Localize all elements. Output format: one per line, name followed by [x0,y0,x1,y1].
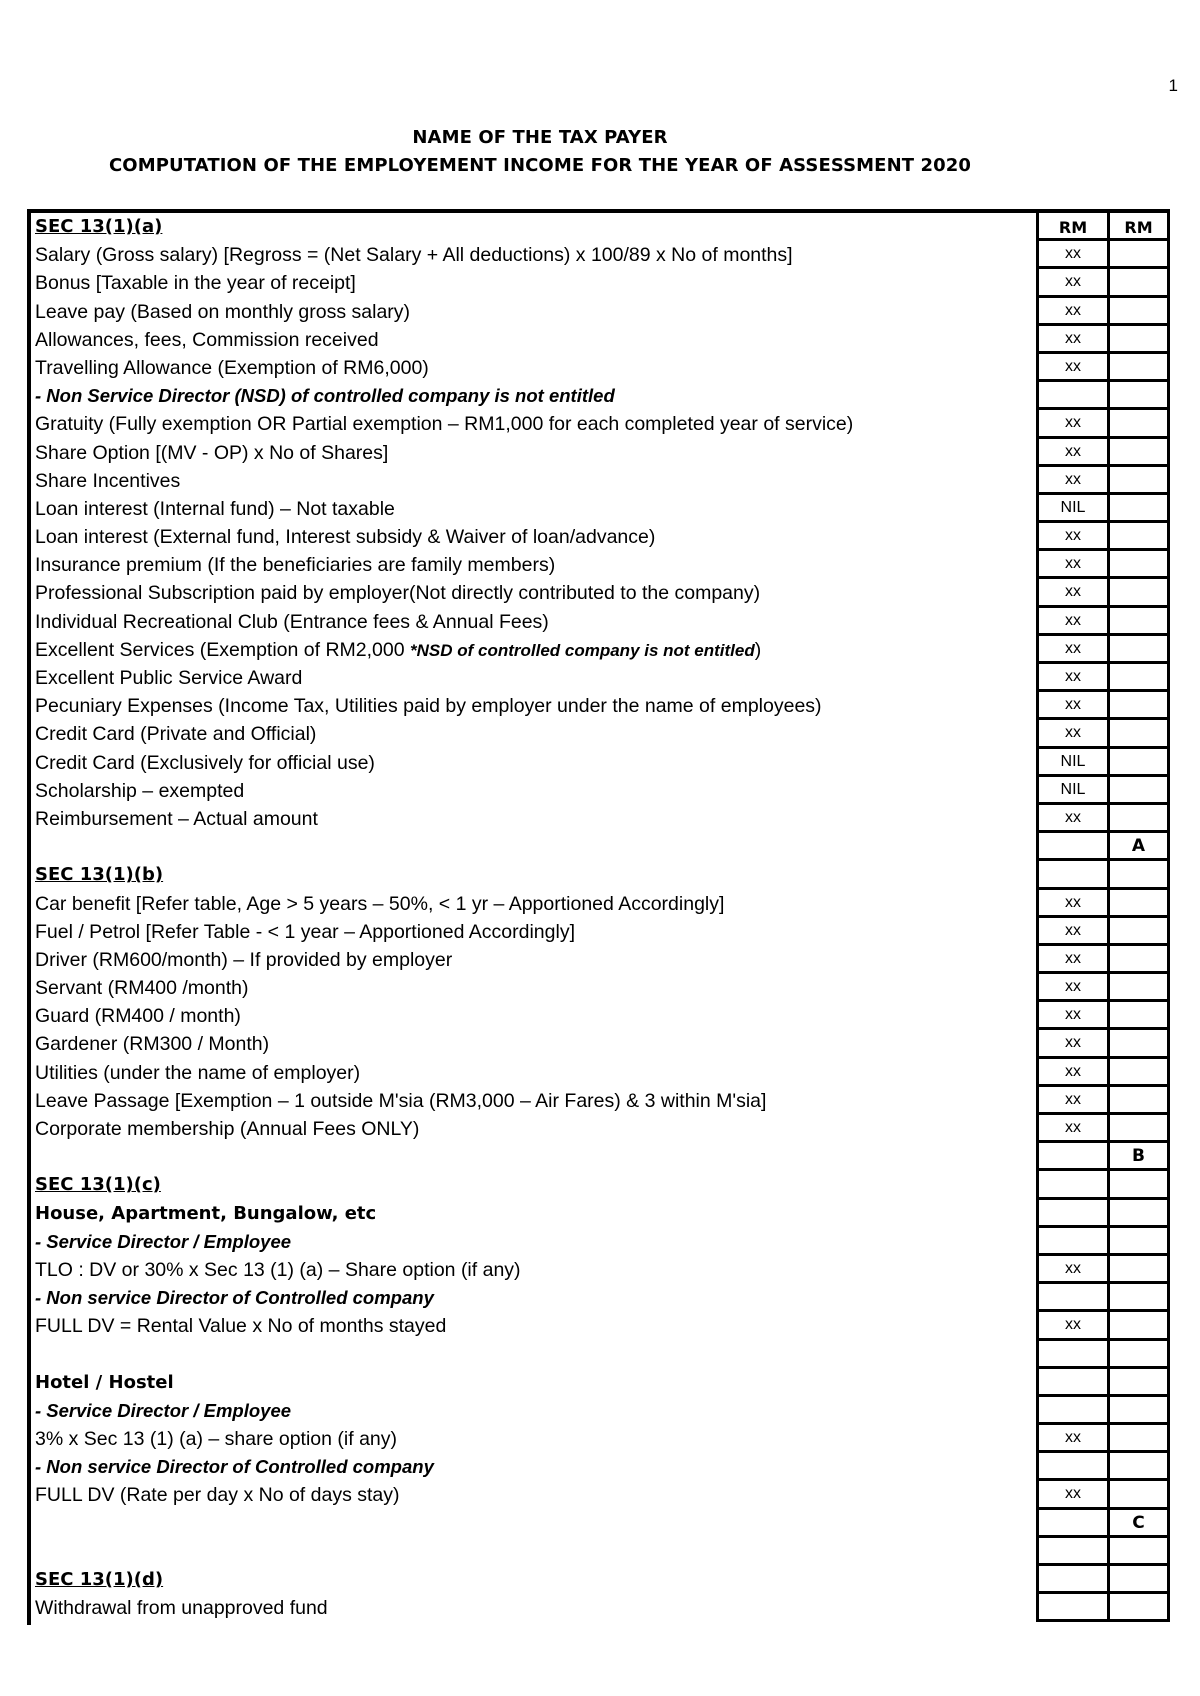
table-row [31,1228,1170,1256]
total-cell [1107,861,1170,889]
amount-cell: xx [1036,579,1107,607]
row-label: TLO : DV or 30% x Sec 13 (1) (a) – Share option (if any) [35,1258,521,1281]
table-row [31,974,1170,1002]
subtotal-cell: C [1107,1510,1170,1538]
row-label: Fuel / Petrol [Refer Table - < 1 year – Apportioned Accordingly] [35,920,575,943]
table-row [31,636,1170,664]
row-label: Loan interest (Internal fund) – Not taxable [35,497,395,520]
table-row [31,720,1170,748]
total-cell [1107,1481,1170,1509]
amount-cell: xx [1036,551,1107,579]
amount-cell [1036,1594,1107,1622]
amount-cell: xx [1036,720,1107,748]
subtotal-row [31,1143,1170,1171]
table-row [31,410,1170,438]
total-cell [1107,1453,1170,1481]
total-cell [1107,298,1170,326]
row-label: Share Incentives [35,469,181,492]
table-row [31,495,1170,523]
section-heading: SEC 13(1)(b) [35,864,164,886]
amount-cell [1036,1369,1107,1397]
total-cell [1107,1538,1170,1566]
row-label: Insurance premium (If the beneficiaries are family members) [35,554,556,577]
amount-cell [1036,382,1107,410]
total-cell [1107,1115,1170,1143]
amount-cell: xx [1036,1425,1107,1453]
taxpayer-name-heading: NAME OF THE TAX PAYER [412,127,668,148]
row-label-end: ) [754,638,762,661]
amount-cell: xx [1036,241,1107,269]
row-label: Pecuniary Expenses (Income Tax, Utilities paid by employer under the name of employees) [35,695,822,718]
table-row [31,241,1170,269]
row-label: House, Apartment, Bungalow, etc [35,1202,377,1224]
amount-cell: xx [1036,467,1107,495]
table-row [31,1115,1170,1143]
row-label: Guard (RM400 / month) [35,1005,241,1028]
column-header-rm-1: RM [1036,209,1107,241]
total-cell [1107,269,1170,297]
total-cell [1107,664,1170,692]
row-label: Travelling Allowance (Exemption of RM6,000) [35,356,429,379]
table-row [31,1538,1170,1566]
section-heading: SEC 13(1)(a) [35,216,163,237]
row-label-text: Excellent Services (Exemption of RM2,000 [35,638,410,661]
subtotal-row [31,833,1170,861]
section-row [31,213,1170,241]
row-label: Corporate membership (Annual Fees ONLY) [35,1118,420,1140]
table-row [31,298,1170,326]
total-cell [1107,1312,1170,1340]
amount-cell: xx [1036,410,1107,438]
amount-cell: xx [1036,1059,1107,1087]
table-row [31,269,1170,297]
amount-cell: NIL [1036,749,1107,777]
total-cell [1107,467,1170,495]
total-cell [1107,890,1170,918]
total-cell [1107,1059,1170,1087]
amount-cell [1036,1341,1107,1369]
amount-cell [1036,833,1107,861]
amount-cell: xx [1036,805,1107,833]
table-row [31,1200,1170,1228]
total-cell [1107,805,1170,833]
amount-cell [1036,861,1107,889]
row-label: Servant (RM400 /month) [35,977,249,1000]
row-label: Driver (RM600/month) – If provided by employer [35,948,453,971]
section-row [31,1171,1170,1199]
row-label: Credit Card (Exclusively for official use) [35,751,375,774]
table-row [31,1481,1170,1509]
table-row [31,1312,1170,1340]
amount-cell: xx [1036,692,1107,720]
row-label: Allowances, fees, Commission received [35,328,379,351]
table-row [31,692,1170,720]
table-row [31,918,1170,946]
amount-cell: xx [1036,918,1107,946]
amount-cell: NIL [1036,777,1107,805]
table-row [31,1594,1170,1622]
row-label-note: *NSD of controlled company is not entitled [410,640,755,660]
amount-cell [1036,1510,1107,1538]
section-row [31,1566,1170,1594]
total-cell [1107,1594,1170,1622]
table-row [31,1030,1170,1058]
amount-cell: xx [1036,523,1107,551]
total-cell [1107,439,1170,467]
amount-cell: xx [1036,1256,1107,1284]
row-label: - Service Director / Employee [35,1399,292,1421]
table-row [31,439,1170,467]
row-label: 3% x Sec 13 (1) (a) – share option (if any) [35,1428,397,1451]
table-row [31,777,1170,805]
amount-cell: xx [1036,1087,1107,1115]
amount-cell: xx [1036,1312,1107,1340]
total-cell [1107,918,1170,946]
total-cell [1107,241,1170,269]
amount-cell: xx [1036,1481,1107,1509]
subtotal-row [31,1510,1170,1538]
table-row [31,1369,1170,1397]
amount-cell [1036,1284,1107,1312]
amount-cell: xx [1036,354,1107,382]
amount-cell: xx [1036,439,1107,467]
total-cell [1107,974,1170,1002]
row-label: Gardener (RM300 / Month) [35,1033,270,1056]
computation-rows [31,213,1170,1622]
row-label: Leave pay (Based on monthly gross salary) [35,300,411,323]
total-cell [1107,946,1170,974]
total-cell [1107,551,1170,579]
total-cell [1107,1200,1170,1228]
table-row [31,1453,1170,1481]
total-cell [1107,495,1170,523]
total-cell [1107,579,1170,607]
table-row [31,382,1170,410]
total-cell [1107,1369,1170,1397]
row-label: Gratuity (Fully exemption OR Partial exemption – RM1,000 for each completed year of service) [35,413,854,436]
amount-cell: xx [1036,608,1107,636]
amount-cell [1036,1200,1107,1228]
page-number: 1 [1168,76,1178,95]
total-cell [1107,1566,1170,1594]
amount-cell: xx [1036,1030,1107,1058]
row-label: Utilities (under the name of employer) [35,1061,361,1084]
table-row [31,551,1170,579]
amount-cell [1036,1228,1107,1256]
table-row [31,523,1170,551]
subtotal-cell: B [1107,1143,1170,1171]
table-row [31,946,1170,974]
total-cell [1107,1228,1170,1256]
table-row [31,664,1170,692]
table-row [31,1397,1170,1425]
table-row [31,326,1170,354]
row-label: Share Option [(MV - OP) x No of Shares] [35,441,389,464]
row-label: Professional Subscription paid by employer(Not directly contributed to the company) [35,582,761,605]
table-row [31,579,1170,607]
amount-cell [1036,1397,1107,1425]
row-label: Excellent Public Service Award [35,667,303,689]
total-cell [1107,720,1170,748]
row-label: Bonus [Taxable in the year of receipt] [35,272,356,295]
row-label: Salary (Gross salary) [Regross = (Net Salary + All deductions) x 100/89 x No of months] [35,244,793,267]
row-label: FULL DV = Rental Value x No of months stayed [35,1315,447,1338]
amount-cell: xx [1036,890,1107,918]
table-row [31,805,1170,833]
table-row [31,608,1170,636]
total-cell [1107,1341,1170,1369]
amount-cell: xx [1036,1115,1107,1143]
table-row [31,1002,1170,1030]
amount-cell [1036,1566,1107,1594]
total-cell [1107,1397,1170,1425]
row-label: Scholarship – exempted [35,779,245,802]
total-cell [1107,636,1170,664]
column-header-rm-2: RM [1107,209,1170,241]
row-label: Individual Recreational Club (Entrance fees & Annual Fees) [35,610,549,633]
table-row [31,890,1170,918]
amount-cell: xx [1036,298,1107,326]
table-row [31,1341,1170,1369]
table-row [31,1059,1170,1087]
table-row [31,354,1170,382]
row-label: Credit Card (Private and Official) [35,723,317,746]
amount-cell [1036,1143,1107,1171]
row-label: FULL DV (Rate per day x No of days stay) [35,1484,400,1507]
table-row [31,749,1170,777]
row-label: - Non service Director of Controlled company [35,1287,434,1309]
total-cell [1107,1425,1170,1453]
row-label: Loan interest (External fund, Interest subsidy & Waiver of loan/advance) [35,526,656,549]
row-label: Leave Passage [Exemption – 1 outside M'sia (RM3,000 – Air Fares) & 3 within M'sia] [35,1089,767,1112]
amount-cell: xx [1036,664,1107,692]
amount-cell: xx [1036,1002,1107,1030]
total-cell [1107,1171,1170,1199]
amount-cell: xx [1036,974,1107,1002]
total-cell [1107,354,1170,382]
row-label: - Service Director / Employee [35,1230,292,1252]
total-cell [1107,523,1170,551]
total-cell [1107,749,1170,777]
amount-cell [1036,1538,1107,1566]
total-cell [1107,608,1170,636]
row-label: Hotel / Hostel [35,1371,174,1393]
section-row [31,861,1170,889]
section-heading: SEC 13(1)(d) [35,1569,164,1590]
row-label: Reimbursement – Actual amount [35,807,318,830]
computation-title: COMPUTATION OF THE EMPLOYEMENT INCOME FOR THE YEAR OF ASSESSMENT 2020 [109,155,971,176]
amount-cell: xx [1036,636,1107,664]
total-cell [1107,1002,1170,1030]
total-cell [1107,410,1170,438]
amount-cell [1036,1171,1107,1199]
total-cell [1107,1284,1170,1312]
amount-cell: NIL [1036,495,1107,523]
row-label [35,636,761,664]
total-cell [1107,777,1170,805]
table-row [31,1256,1170,1284]
total-cell [1107,1256,1170,1284]
total-cell [1107,1030,1170,1058]
section-heading: SEC 13(1)(c) [35,1174,161,1196]
total-cell [1107,1087,1170,1115]
amount-cell: xx [1036,269,1107,297]
row-label: Withdrawal from unapproved fund [35,1597,328,1620]
table-row [31,1425,1170,1453]
total-cell [1107,382,1170,410]
table-row [31,1284,1170,1312]
amount-cell [1036,1453,1107,1481]
total-cell [1107,326,1170,354]
row-label: - Non service Director of Controlled company [35,1456,434,1478]
amount-cell: xx [1036,326,1107,354]
row-label: Car benefit [Refer table, Age > 5 years – 50%, < 1 yr – Apportioned Accordingly] [35,892,725,915]
row-label: - Non Service Director (NSD) of controlled company is not entitled [35,385,615,407]
computation-table [27,209,1170,1625]
table-row [31,1087,1170,1115]
subtotal-cell: A [1107,833,1170,861]
amount-cell: xx [1036,946,1107,974]
table-row [31,467,1170,495]
total-cell [1107,692,1170,720]
